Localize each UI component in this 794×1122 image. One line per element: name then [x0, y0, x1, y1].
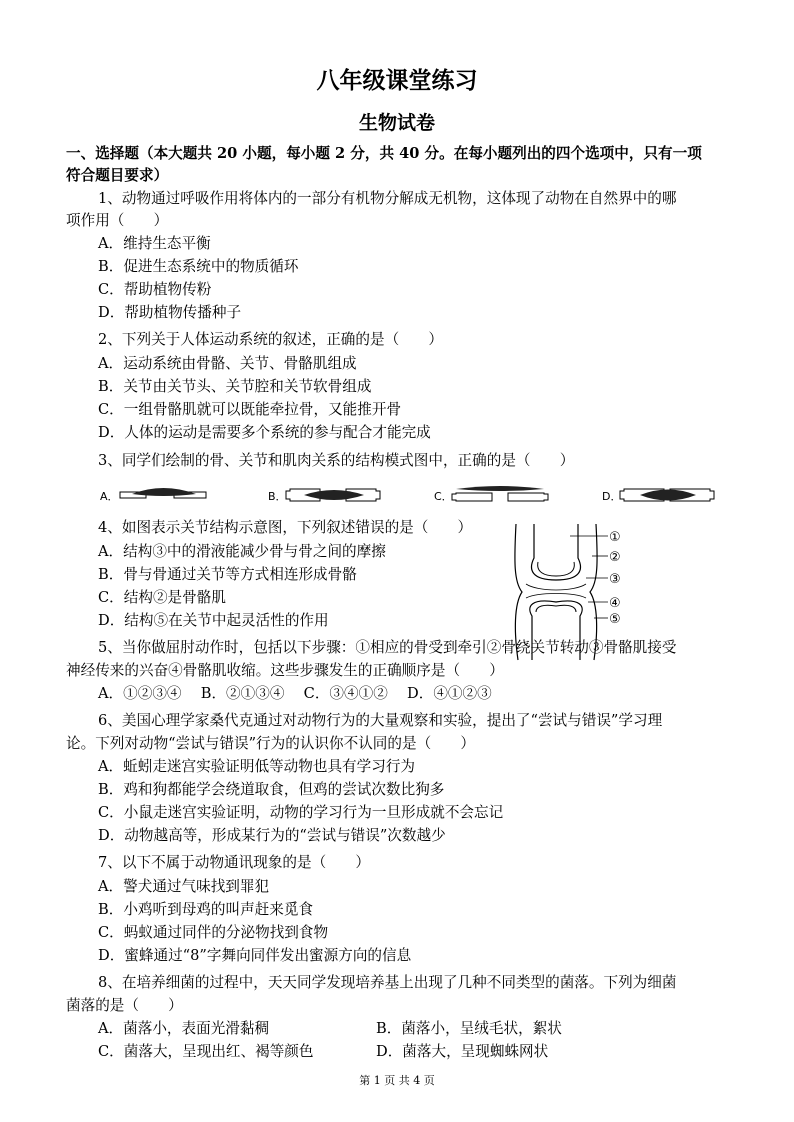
joint-label-5: ⑤ — [609, 612, 621, 627]
q1-option-c: C．帮助植物传粉 — [98, 281, 212, 298]
q3-option-label-c: C． — [434, 490, 453, 503]
q7-option-d: D．蜜蜂通过“8”字舞向同伴发出蜜源方向的信息 — [98, 947, 412, 964]
q2-stem: 2、下列关于人体运动系统的叙述，正确的是（ ） — [98, 331, 443, 348]
joint-label-2: ② — [609, 550, 621, 565]
muscle-bone-diagram-c — [450, 484, 550, 506]
q3-option-label-b: B． — [268, 490, 287, 503]
page-footer: 第 1 页 共 4 页 — [359, 1074, 435, 1087]
q7-stem: 7、以下不属于动物通讯现象的是（ ） — [98, 854, 370, 871]
section-header-line-1: 一、选择题（本大题共 20 小题，每小题 2 分，共 40 分。在每小题列出的四个选项中，只有一项 — [66, 145, 702, 162]
q7-option-c: C．蚂蚁通过同伴的分泌物找到食物 — [98, 924, 329, 941]
q2-option-d: D．人体的运动是需要多个系统的参与配合才能完成 — [98, 424, 431, 441]
q6-stem-2: 论。下列对动物“尝试与错误”行为的认识你不认同的是（ ） — [66, 735, 475, 752]
q4-option-c: C．结构②是骨骼肌 — [98, 589, 226, 606]
q6-option-a: A．蚯蚓走迷宫实验证明低等动物也具有学习行为 — [98, 758, 416, 775]
q5-stem-1: 5、当你做屈肘动作时，包括以下步骤：①相应的骨受到牵引②骨绕关节转动③骨骼肌接受 — [98, 639, 677, 656]
muscle-bone-diagram-b — [284, 484, 384, 506]
q1-option-d: D．帮助植物传播种子 — [98, 304, 242, 321]
q6-stem-1: 6、美国心理学家桑代克通过对动物行为的大量观察和实验，提出了“尝试与错误”学习理 — [98, 712, 663, 729]
q8-option-a: A．菌落小，表面光滑黏稠 — [98, 1020, 270, 1037]
q4-option-b: B．骨与骨通过关节等方式相连形成骨骼 — [98, 566, 357, 583]
q4-option-d: D．结构⑤在关节中起灵活性的作用 — [98, 612, 329, 629]
q8-stem-1: 8、在培养细菌的过程中，天天同学发现培养基上出现了几种不同类型的菌落。下列为细菌 — [98, 974, 677, 991]
q1-stem-1: 1、动物通过呼吸作用将体内的一部分有机物分解成无机物，这体现了动物在自然界中的哪 — [98, 190, 677, 207]
q4-stem: 4、如图表示关节结构示意图，下列叙述错误的是（ ） — [98, 519, 473, 536]
page-title: 八年级课堂练习 — [316, 67, 478, 94]
muscle-bone-diagram-d — [618, 484, 718, 506]
joint-label-4: ④ — [609, 596, 621, 611]
joint-label-3: ③ — [609, 572, 621, 587]
q2-option-a: A．运动系统由骨骼、关节、骨骼肌组成 — [98, 355, 357, 372]
q3-option-label-d: D． — [602, 490, 622, 503]
q2-option-b: B．关节由关节头、关节腔和关节软骨组成 — [98, 378, 372, 395]
q1-stem-2: 项作用（ ） — [66, 212, 169, 229]
q5-stem-2: 神经传来的兴奋④骨骼肌收缩。这些步骤发生的正确顺序是（ ） — [66, 662, 504, 679]
page-subtitle: 生物试卷 — [358, 112, 435, 134]
q7-option-b: B．小鸡听到母鸡的叫声赶来觅食 — [98, 901, 314, 918]
q1-option-a: A．维持生态平衡 — [98, 235, 211, 252]
q7-option-a: A．警犬通过气味找到罪犯 — [98, 878, 270, 895]
muscle-bone-diagram-a — [118, 484, 210, 506]
section-header-line-2: 符合题目要求） — [66, 167, 169, 184]
q8-option-d: D．菌落大，呈现蜘蛛网状 — [376, 1043, 549, 1060]
q6-option-d: D．动物越高等，形成某行为的“尝试与错误”次数越少 — [98, 827, 446, 844]
q3-stem: 3、同学们绘制的骨、关节和肌肉关系的结构模式图中，正确的是（ ） — [98, 452, 575, 469]
q3-option-label-a: A． — [100, 490, 119, 503]
q6-option-b: B．鸡和狗都能学会绕道取食，但鸡的尝试次数比狗多 — [98, 781, 445, 798]
q4-option-a: A．结构③中的滑液能减少骨与骨之间的摩擦 — [98, 543, 386, 560]
q1-option-b: B．促进生态系统中的物质循环 — [98, 258, 299, 275]
q2-option-c: C．一组骨骼肌就可以既能牵拉骨，又能推开骨 — [98, 401, 402, 418]
q8-option-c: C．菌落大，呈现出红、褐等颜色 — [98, 1043, 314, 1060]
q6-option-c: C．小鼠走迷宫实验证明，动物的学习行为一旦形成就不会忘记 — [98, 804, 504, 821]
q5-options: A．①②③④ B．②①③④ C．③④①② D．④①②③ — [98, 685, 492, 702]
joint-label-1: ① — [609, 530, 621, 545]
q8-option-b: B．菌落小，呈绒毛状，絮状 — [376, 1020, 562, 1037]
q8-stem-2: 菌落的是（ ） — [66, 997, 183, 1014]
